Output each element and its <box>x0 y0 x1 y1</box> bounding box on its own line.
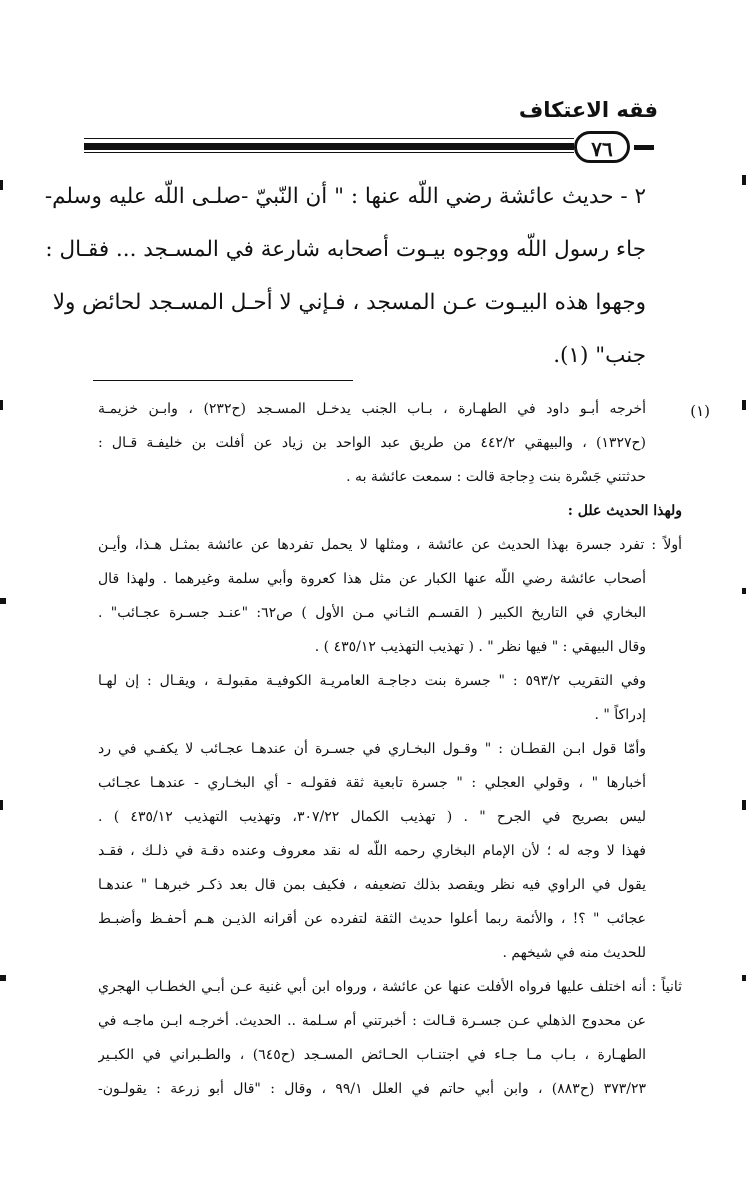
scan-mark <box>0 598 6 604</box>
footnote-line: أصحاب عائشة رضي اللّه عنها الكبار عن مثل هذا كعروة وأبي سلمة وغيرهما . ولهذا قال <box>98 571 646 587</box>
header-rule-bottom <box>84 152 574 153</box>
footnote-line: ليس بصريح في الجرح " . ( تهذيب الكمال ٣٠٧/٢٢، وتهذيب التهذيب ٤٣٥/١٢ ) . <box>98 809 646 825</box>
footnote-subheading: ولهذا الحديث علل : <box>567 503 682 519</box>
main-text <box>44 170 646 382</box>
footnote-line: فهذا لا وجه له ؛ لأن الإمام البخاري رحمه اللّه له نقد معروف وعنده دقـة في ذلـك ، فقـد <box>98 843 646 859</box>
footnote-line: يقول في الراوي فيه نظر ويقصد بذلك تضعيفه ، فكيف بمن قال بعد ذكـر خبرهـا " عندهـا <box>98 877 646 893</box>
footnote-line: أخبارها " ، وقولي العجلي : " جسرة تابعية ثقة فقولـه - أي البخـاري - عندهـا عجـائب <box>98 775 646 791</box>
header-rule-end <box>634 145 654 150</box>
header-rule-top <box>84 138 574 139</box>
main-text-line: ٢ - حديث عائشة رضي اللّه عنها : " أن النّبيّ -صلـى اللّه عليه وسلم- <box>44 184 646 209</box>
book-title: فقه الاعتكاف <box>518 98 658 122</box>
scan-mark <box>742 588 746 594</box>
main-text-line: جاء رسول اللّه ووجوه بيـوت أصحابه شارعة في المسـجد ... فقـال : <box>45 237 646 262</box>
scan-mark <box>742 175 746 185</box>
footnote-line: عجائب " ؟! ، والأئمة ربما أعلوا حديث الثقة لتفرده عن أقرانه الذيـن هـم أحفـظ وأضبـط <box>98 911 646 927</box>
footnote-line: الطهـارة ، بـاب مـا جـاء في اجتنـاب الحـائض المسـجد (ح٦٤٥) ، والطـبراني في الكبـير <box>98 1047 646 1063</box>
footnote-line: حدثتني جَسْرة بنت دِجاجة قالت : سمعت عائشة به . <box>346 469 646 485</box>
footnote-line: ثانياً : أنه اختلف عليها فرواه الأفلت عنها عن عائشة ، ورواه ابن أبي غنية عـن أبـي الخطـاب الهجري <box>98 979 682 995</box>
scan-mark <box>742 975 746 981</box>
footnote-marker: (١) <box>690 402 710 420</box>
footnote-line: أخرجه أبـو داود في الطهـارة ، بـاب الجنب يدخـل المسـجد (ح٢٣٢) ، وابـن خزيمـة <box>98 401 646 417</box>
scan-mark <box>0 400 3 410</box>
footnote-line: (ح١٣٢٧) ، والبيهقي ٤٤٢/٢ من طريق عبد الواحد بن زياد عن أفلت بن خليفـة قـال : <box>98 435 646 451</box>
main-text-line: جنب" (١). <box>553 343 646 368</box>
footnote-line: للحديث منه في شيخهم . <box>502 945 646 961</box>
page-number: ٧٦ <box>574 131 630 163</box>
scan-mark <box>0 180 3 190</box>
scan-mark <box>742 400 746 410</box>
footnote-line: البخاري في التاريخ الكبير ( القسـم الثـاني مـن الأول ) ص٦٢: "عنـد جسـرة عجـائب" . <box>98 605 646 621</box>
footnote-text <box>98 392 682 1106</box>
scan-mark <box>742 800 746 810</box>
footnote-line: عن محدوج الذهلي عـن جسـرة قـالت : أخبرتني أم سـلمة .. الحديث. أخرجـه ابـن ماجـه في <box>98 1013 646 1029</box>
scan-mark <box>0 975 6 981</box>
footnote-line: وقال البيهقي : " فيها نظر " . ( تهذيب التهذيب ٤٣٥/١٢ ) . <box>314 639 646 655</box>
scan-mark <box>0 800 3 810</box>
header-rule <box>84 143 574 150</box>
footnote-line: وأمّا قول ابـن القطـان : " وقـول البخـاري في جسـرة أن عندهـا عجـائب لا يكفـي في رد <box>98 741 646 757</box>
footnote-line: وفي التقريب ٥٩٣/٢ : " جسرة بنت دجاجـة العامريـة الكوفيـة مقبولـة ، ويقـال : إن لهـا <box>98 673 646 689</box>
footnote-line: إدراكاً " . <box>594 707 646 723</box>
footnote-line: ٣٧٣/٢٣ (ح٨٨٣) ، وابن أبي حاتم في العلل ٩٩/١ ، وقال : "قال أبو زرعة : يقولـون- <box>98 1081 646 1097</box>
main-text-line: وجهوا هذه البيـوت عـن المسجد ، فـإني لا أحـل المسـجد لحائض ولا <box>52 290 646 315</box>
footnote-line: أولاً : تفرد جسرة بهذا الحديث عن عائشة ، ومثلها لا يحمل تفردها عن عائشة بمثـل هـذا، وأيـن <box>98 537 682 553</box>
footnote-separator <box>93 380 353 381</box>
